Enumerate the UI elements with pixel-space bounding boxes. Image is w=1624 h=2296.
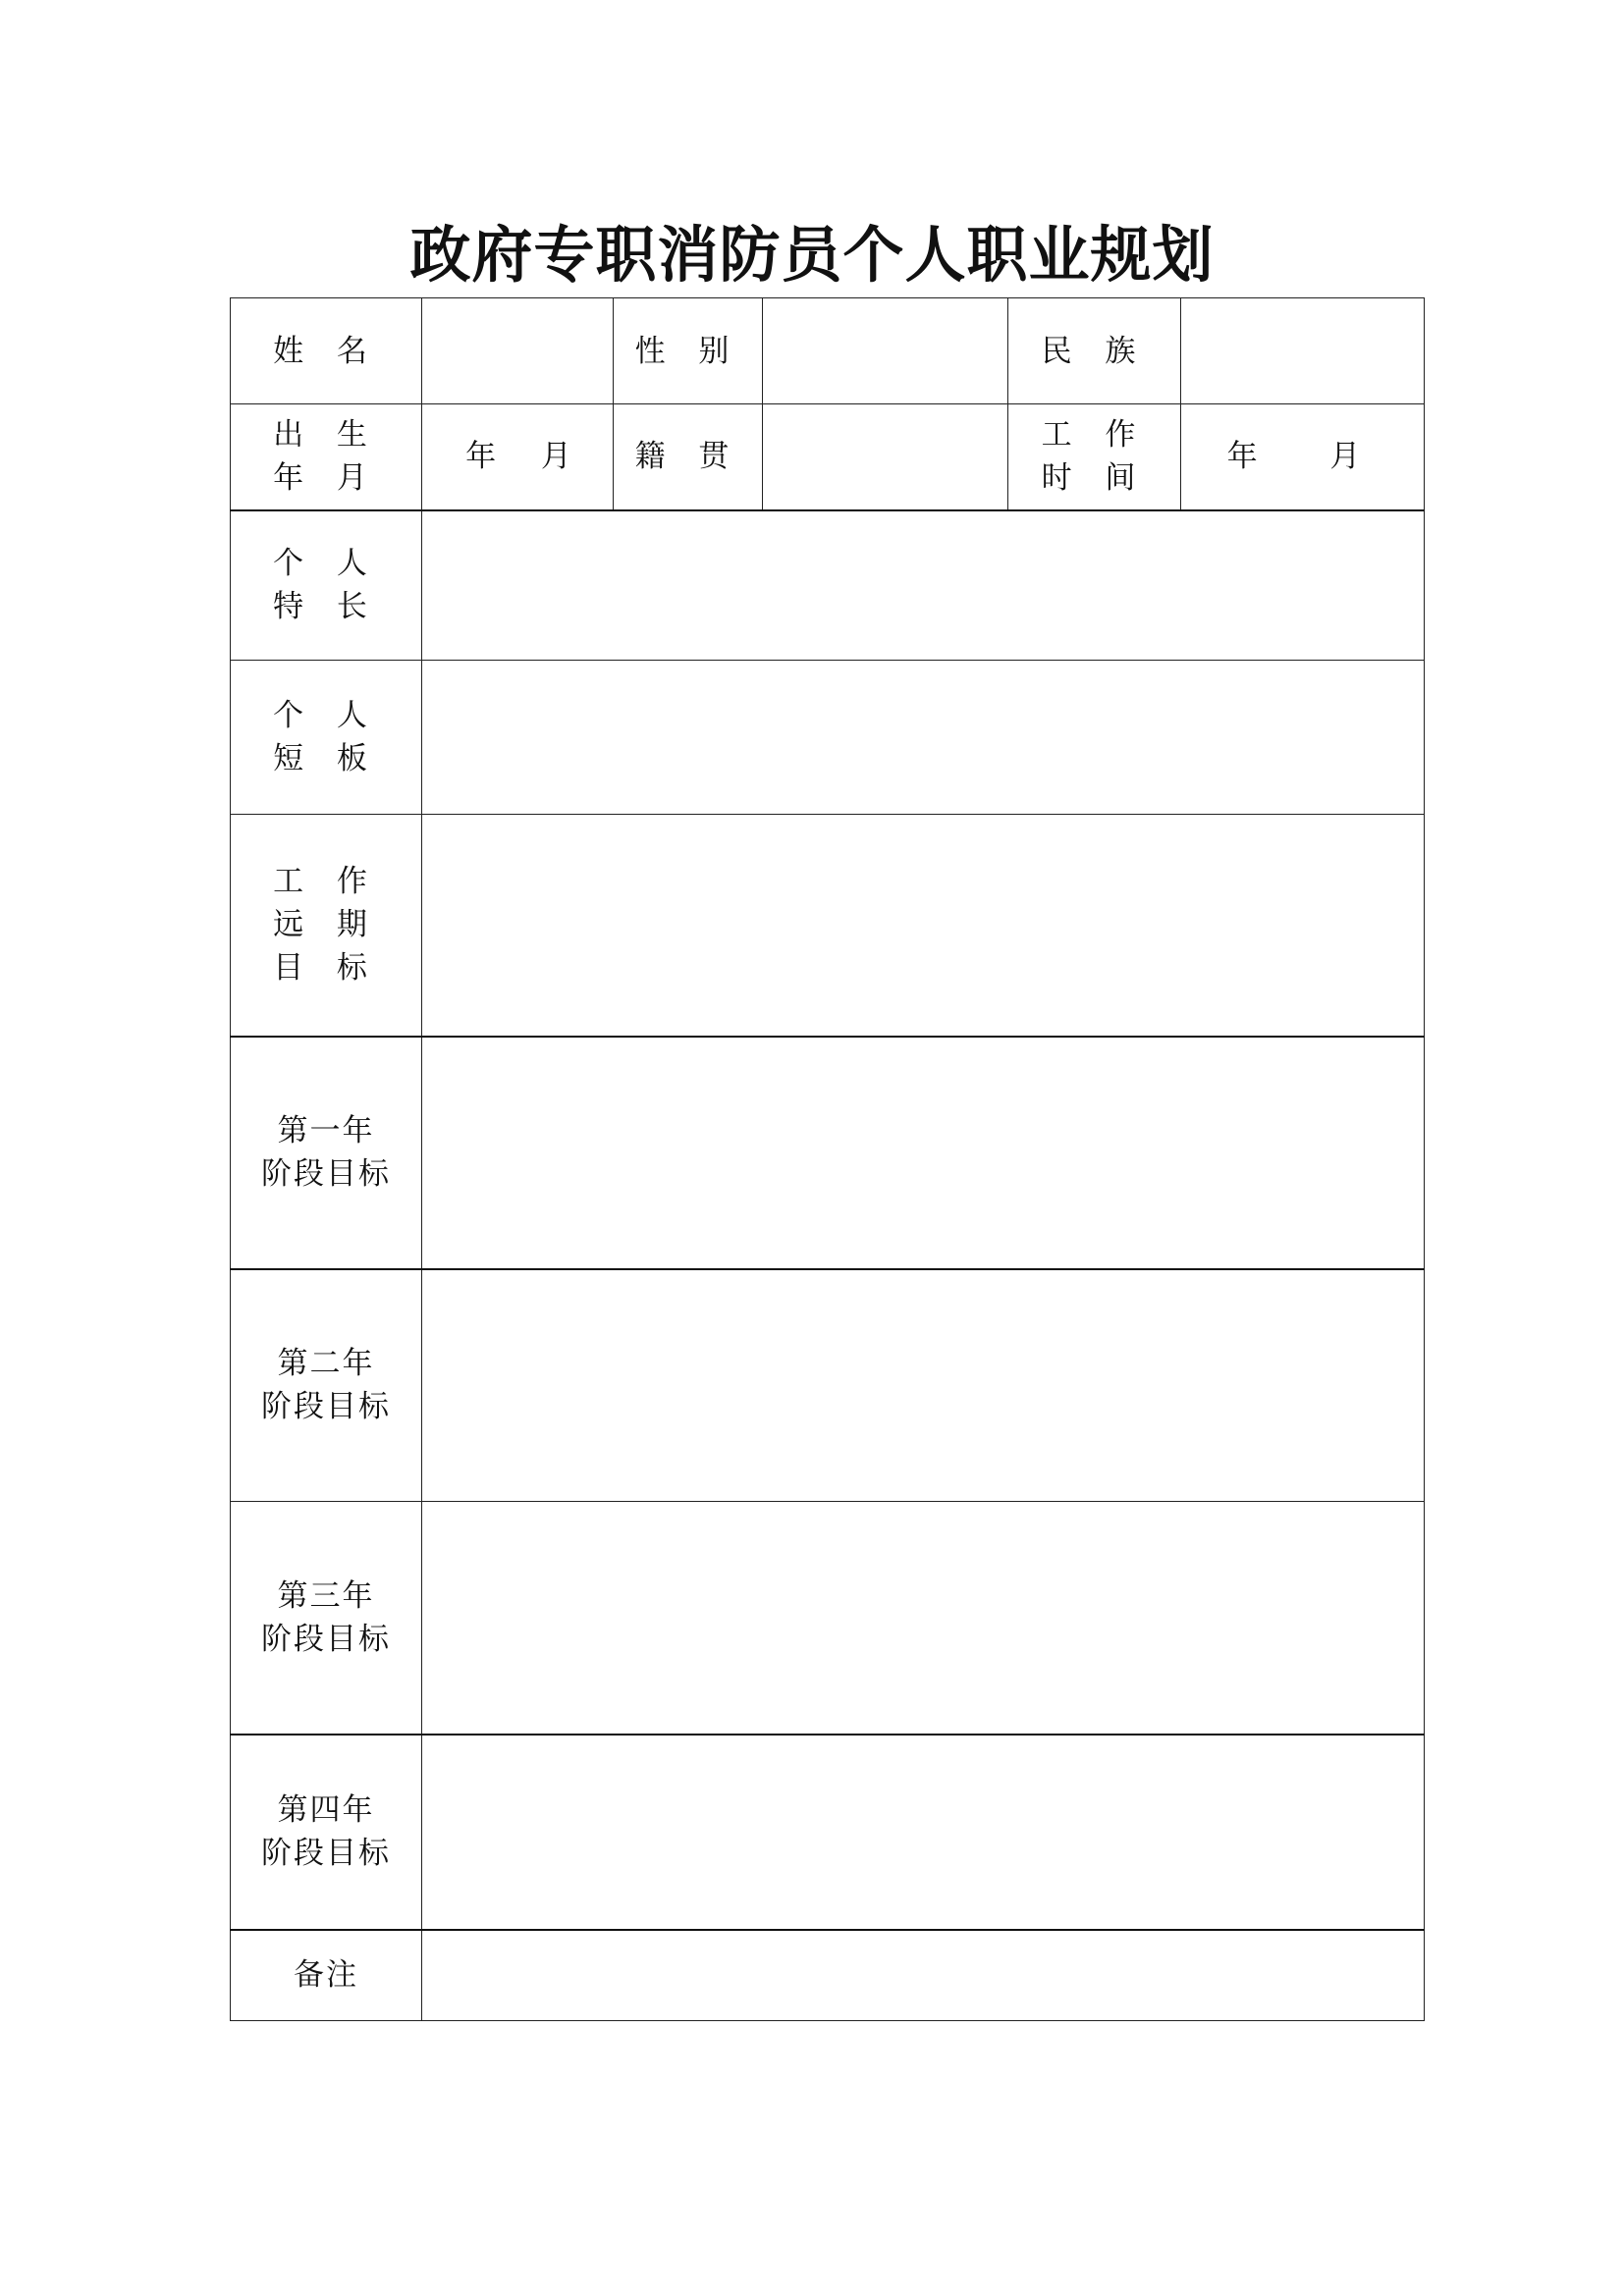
work-start-field[interactable]: 年 月 <box>1181 404 1425 510</box>
remarks-field[interactable] <box>422 1930 1425 2021</box>
weaknesses-field[interactable] <box>422 661 1425 815</box>
year3-goal-label-line1: 第三年 <box>277 1577 375 1614</box>
year2-goal-field[interactable] <box>422 1269 1425 1502</box>
strengths-label <box>231 510 422 661</box>
name-field[interactable] <box>422 298 614 404</box>
year2-goal-label-line2: 阶段目标 <box>261 1389 391 1425</box>
work-start-label-line1: 工 作 <box>1041 417 1148 454</box>
longterm-goal-label-line1: 工 作 <box>273 864 379 900</box>
row-weaknesses <box>231 661 1425 815</box>
row-year2-goal <box>231 1269 1425 1502</box>
longterm-goal-label <box>231 815 422 1037</box>
row-longterm-goal <box>231 815 1425 1037</box>
strengths-label-line2: 特 长 <box>273 589 379 625</box>
year3-goal-field[interactable] <box>422 1502 1425 1735</box>
birth-date-label-line1: 出 生 <box>273 417 379 454</box>
row-basic-info <box>231 298 1425 404</box>
career-plan-form <box>230 297 1425 2021</box>
row-remarks <box>231 1930 1425 2021</box>
weaknesses-label-line2: 短 板 <box>273 741 379 776</box>
name-label: 姓 名 <box>231 298 422 404</box>
birth-date-field[interactable]: 年 月 <box>422 404 614 510</box>
year4-goal-label-line1: 第四年 <box>277 1792 375 1828</box>
longterm-goal-label-line2: 远 期 <box>273 907 379 943</box>
work-start-label <box>1008 404 1181 510</box>
work-start-label-line2: 时 间 <box>1041 460 1148 497</box>
year1-goal-label-line1: 第一年 <box>277 1113 375 1148</box>
row-year1-goal <box>231 1037 1425 1269</box>
ethnicity-label: 民 族 <box>1008 298 1181 404</box>
year1-goal-label <box>231 1037 422 1269</box>
row-strengths <box>231 510 1425 661</box>
birth-date-label <box>231 404 422 510</box>
gender-field[interactable] <box>763 298 1008 404</box>
longterm-goal-label-line3: 目 标 <box>273 950 379 987</box>
strengths-label-line1: 个 人 <box>273 546 379 582</box>
gender-label: 性 别 <box>614 298 763 404</box>
birth-date-label-line2: 年 月 <box>273 460 379 497</box>
native-place-label: 籍 贯 <box>614 404 763 510</box>
year4-goal-field[interactable] <box>422 1735 1425 1930</box>
ethnicity-field[interactable] <box>1181 298 1425 404</box>
weaknesses-label-line1: 个 人 <box>273 698 379 733</box>
year2-goal-label <box>231 1269 422 1502</box>
year4-goal-label <box>231 1735 422 1930</box>
year3-goal-label <box>231 1502 422 1735</box>
row-year3-goal <box>231 1502 1425 1735</box>
strengths-field[interactable] <box>422 510 1425 661</box>
year1-goal-label-line2: 阶段目标 <box>261 1156 391 1192</box>
year3-goal-label-line2: 阶段目标 <box>261 1621 391 1657</box>
year2-goal-label-line1: 第二年 <box>277 1346 375 1382</box>
weaknesses-label <box>231 661 422 815</box>
remarks-label: 备注 <box>231 1930 422 2021</box>
page-title: 政府专职消防员个人职业规划 <box>409 219 1215 291</box>
longterm-goal-field[interactable] <box>422 815 1425 1037</box>
year4-goal-label-line2: 阶段目标 <box>261 1836 391 1871</box>
year1-goal-field[interactable] <box>422 1037 1425 1269</box>
row-year4-goal <box>231 1735 1425 1930</box>
row-birth-origin <box>231 404 1425 510</box>
native-place-field[interactable] <box>763 404 1008 510</box>
